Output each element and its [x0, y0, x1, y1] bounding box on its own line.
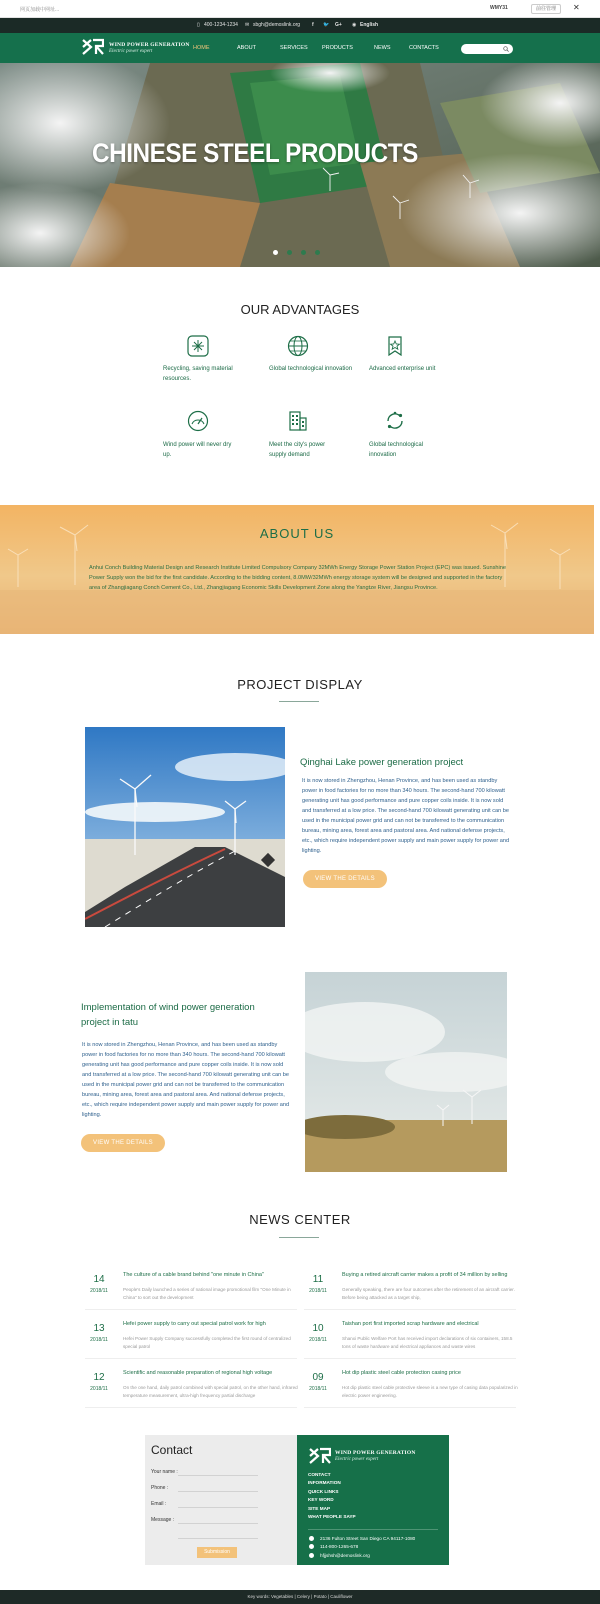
news-headline[interactable]: Hefei power supply to carry out special patrol work for high — [123, 1321, 266, 1327]
award-icon — [383, 334, 407, 358]
news-headline[interactable]: Buying a retired aircraft carrier makes a profit of 34 million by selling — [342, 1272, 508, 1278]
news-date: 2018/11 — [309, 1386, 327, 1392]
news-item[interactable] — [85, 1266, 297, 1310]
slider-dot-4[interactable] — [315, 250, 320, 255]
message-field-line — [178, 1538, 258, 1539]
submit-button[interactable]: Submission — [197, 1547, 237, 1558]
nav-about[interactable]: ABOUT — [237, 45, 256, 51]
top-email[interactable]: sbgh@demoslink.org — [253, 22, 301, 28]
globe-icon — [286, 334, 310, 358]
project-1-text: It is now stored in Zhengzhou, Henan Province, and has been used as standby power in food factories for no more than 340 hours. The second-hand 700 kilowatt generating unit has good performance and pure copper coils inside. It is now sold and transferred at a low price. The second-hand 700 kilowatt generating unit can be used in the municipal power grid and can not be transferred to the communication bureau, mining area, forest area and pastoral area. And national defense projects, etc., which require independent power supply and main power supply for power and lighting. — [302, 778, 510, 854]
project-1-title[interactable]: Qinghai Lake power generation project — [300, 757, 464, 768]
slider-dot-1[interactable] — [273, 250, 278, 255]
cycle-icon — [383, 409, 407, 433]
news-date: 2018/11 — [90, 1288, 108, 1294]
top-phone: 400-1234-1234 — [204, 22, 238, 28]
project-2-details-button[interactable]: VIEW THE DETAILS — [81, 1134, 165, 1152]
project-image-2[interactable] — [305, 972, 507, 1172]
search-input[interactable] — [461, 44, 513, 54]
hero-title: CHINESE STEEL PRODUCTS — [92, 138, 418, 168]
email-label: Email : — [151, 1501, 167, 1507]
url-text[interactable]: 网页加载中网址... — [20, 7, 60, 13]
advantage-text-4: Wind power will never dry up. — [163, 442, 232, 458]
project-2-text: It is now stored in Zhengzhou, Henan Province, and has been used as standby power in food factories for no more than 340 hours. The second-hand 700 kilowatt generating unit has good performance and pure copper coils inside. It is now sold and transferred at a low price. The second-hand 700 kilowatt generating unit can be used in the municipal power grid and can not be transferred to the communication bureau, mining area, forest area and pastoral area. And national defense projects, etc., which require independent power supply and main power supply for power and lighting. — [82, 1042, 290, 1118]
panel-divider — [308, 1529, 438, 1530]
top-contact-bar — [0, 18, 600, 33]
advantages-title: OUR ADVANTAGES — [240, 302, 360, 317]
news-day: 09 — [312, 1372, 324, 1383]
brand-name: WIND POWER GENERATION — [109, 42, 190, 48]
news-headline[interactable]: Hot dip plastic steel cable protection casing price — [342, 1370, 461, 1376]
about-text: Anhui Conch Building Material Design and Research Institute Limited Compulsory Company 32MWh Energy Storage Power Station Project (EPC) was issued. Sunshine Power Supply won the bid for the first candidate. According to the bidding content, 8.0MW/32MWh energy storage system will be designed and supported in the factory area of Zhangjiagang Conch Cement Co., Ltd., Zhangjiagang Economic Skills Development Zone along the Yangtze River, Jiangsu Province. — [89, 565, 506, 591]
news-summary: Hot dip plastic steel cable protective sleeve is a new type of casing data popularized in electric power engineering. — [342, 1385, 518, 1398]
project-title-divider — [279, 701, 319, 702]
email-icon — [309, 1553, 314, 1558]
advantage-text-1: Recycling, saving material resources. — [163, 366, 233, 382]
google-plus-icon[interactable]: G+ — [335, 22, 342, 28]
manage-button[interactable]: 前往管理 — [531, 4, 561, 14]
nav-products[interactable]: PRODUCTS — [322, 45, 353, 51]
recycle-icon — [186, 334, 210, 358]
phone-text: 114-800-1265-678 — [320, 1544, 359, 1549]
news-item[interactable] — [304, 1266, 516, 1310]
facebook-icon[interactable]: f — [312, 22, 314, 28]
browser-bar — [0, 0, 600, 18]
project-title: PROJECT DISPLAY — [237, 677, 363, 692]
email-text[interactable]: hfjjshsh@demoslink.org — [320, 1553, 370, 1558]
project-image-1[interactable] — [85, 727, 285, 927]
footer-brand-name: WIND POWER GENERATION — [335, 1450, 416, 1456]
project-1-details-button[interactable]: VIEW THE DETAILS — [303, 870, 387, 888]
logo-icon[interactable] — [82, 38, 104, 56]
news-headline[interactable]: Taishan port first imported scrap hardware and electrical — [342, 1321, 479, 1327]
advantage-text-6: Global technological innovation — [369, 442, 424, 458]
slider-dot-2[interactable] — [287, 250, 292, 255]
message-field[interactable] — [178, 1523, 258, 1524]
news-day: 11 — [312, 1274, 324, 1285]
news-summary: Shanxi Public Welfare Port has received import declarations of six containers, 158.5 tons of waste hardware and electrical appliances and waste wires — [342, 1336, 513, 1349]
globe-small-icon: ◉ — [352, 22, 357, 28]
email-field[interactable] — [178, 1507, 258, 1508]
footer-brand-slogan: Electric power expert — [335, 1457, 379, 1462]
message-label: Message : — [151, 1517, 175, 1523]
news-summary: Hefei Power Supply Company successfully completed the first round of centralized special patrol — [123, 1336, 291, 1349]
brand-slogan: Electric power expert — [109, 49, 153, 54]
news-summary: People's Daily launched a series of national image promotional film "One Minute in China" to sort out the development — [123, 1287, 291, 1300]
footer-link-information[interactable]: INFORMATION — [308, 1480, 341, 1485]
nav-contacts[interactable]: CONTACTS — [409, 45, 439, 51]
mail-icon: ✉ — [245, 22, 250, 28]
language-switch[interactable]: English — [360, 22, 379, 28]
nav-news[interactable]: NEWS — [374, 45, 391, 51]
footer-link-key-word[interactable]: KEY WORD — [308, 1497, 334, 1502]
slider-dot-3[interactable] — [301, 250, 306, 255]
phone-label: Phone : — [151, 1485, 169, 1491]
news-date: 2018/11 — [309, 1288, 327, 1294]
name-label: Your name : — [151, 1469, 178, 1475]
news-item[interactable] — [304, 1315, 516, 1359]
news-day: 14 — [93, 1274, 105, 1285]
news-title-divider — [279, 1237, 319, 1238]
news-date: 2018/11 — [309, 1337, 327, 1343]
news-summary: Generally speaking, there are four outcomes after the retirement of an aircraft carrier. Before being attacked as a target ship, — [342, 1287, 515, 1300]
news-headline[interactable]: The culture of a cable brand behind "one minute in China" — [123, 1272, 264, 1278]
advantage-text-2: Global technological innovation — [269, 366, 353, 372]
project-2-title[interactable]: Implementation of wind power generation project in tatu — [81, 1002, 255, 1028]
search-icon[interactable] — [503, 46, 509, 52]
about-title: ABOUT US — [259, 526, 335, 541]
close-icon[interactable]: ✕ — [573, 3, 580, 12]
address-text: 2136 Fulton Street San Diego CA 94117-1080 — [320, 1536, 416, 1541]
news-item[interactable] — [304, 1364, 516, 1408]
advantage-text-3: Advanced enterprise unit — [369, 366, 436, 372]
footer-logo-icon[interactable] — [309, 1447, 331, 1465]
twitter-icon[interactable]: 🐦 — [323, 22, 330, 28]
footer-link-site-map[interactable]: SITE MAP — [308, 1506, 331, 1511]
contact-title: Contact — [151, 1443, 193, 1457]
user-name[interactable]: WMY31 — [490, 5, 508, 11]
location-icon — [309, 1536, 314, 1541]
building-icon — [286, 409, 310, 433]
gauge-icon — [186, 409, 210, 433]
name-field[interactable] — [178, 1475, 258, 1476]
nav-home[interactable]: HOME — [193, 45, 210, 51]
advantage-text-5: Meet the city's power supply demand — [269, 442, 326, 458]
footer-keywords: Key words: Vegetables | Celery | Potato | Cauliflower — [0, 1590, 600, 1604]
nav-services[interactable]: SERVICES — [280, 45, 308, 51]
footer-link-contact[interactable]: CONTACT — [308, 1472, 331, 1477]
news-headline[interactable]: Scientific and reasonable preparation of regional high voltage — [123, 1370, 273, 1376]
news-date: 2018/11 — [90, 1386, 108, 1392]
news-day: 13 — [93, 1323, 105, 1334]
news-item[interactable] — [85, 1315, 297, 1359]
news-date: 2018/11 — [90, 1337, 108, 1343]
news-item[interactable] — [85, 1364, 297, 1408]
news-summary: On the one hand, daily patrol combined with special patrol, on the other hand, infrared temperature measurement, ultra-high frequency partial discharge — [123, 1385, 298, 1398]
footer-link-testimonials[interactable]: WHAT PEOPLE SAYP — [308, 1514, 356, 1519]
footer-link-quick-links[interactable]: QUICK LINKS — [308, 1489, 339, 1494]
news-title: NEWS CENTER — [249, 1212, 351, 1227]
news-day: 12 — [93, 1372, 105, 1383]
phone-icon: ▯ — [197, 22, 200, 28]
phone-icon — [309, 1544, 314, 1549]
news-day: 10 — [312, 1323, 324, 1334]
phone-field[interactable] — [178, 1491, 258, 1492]
